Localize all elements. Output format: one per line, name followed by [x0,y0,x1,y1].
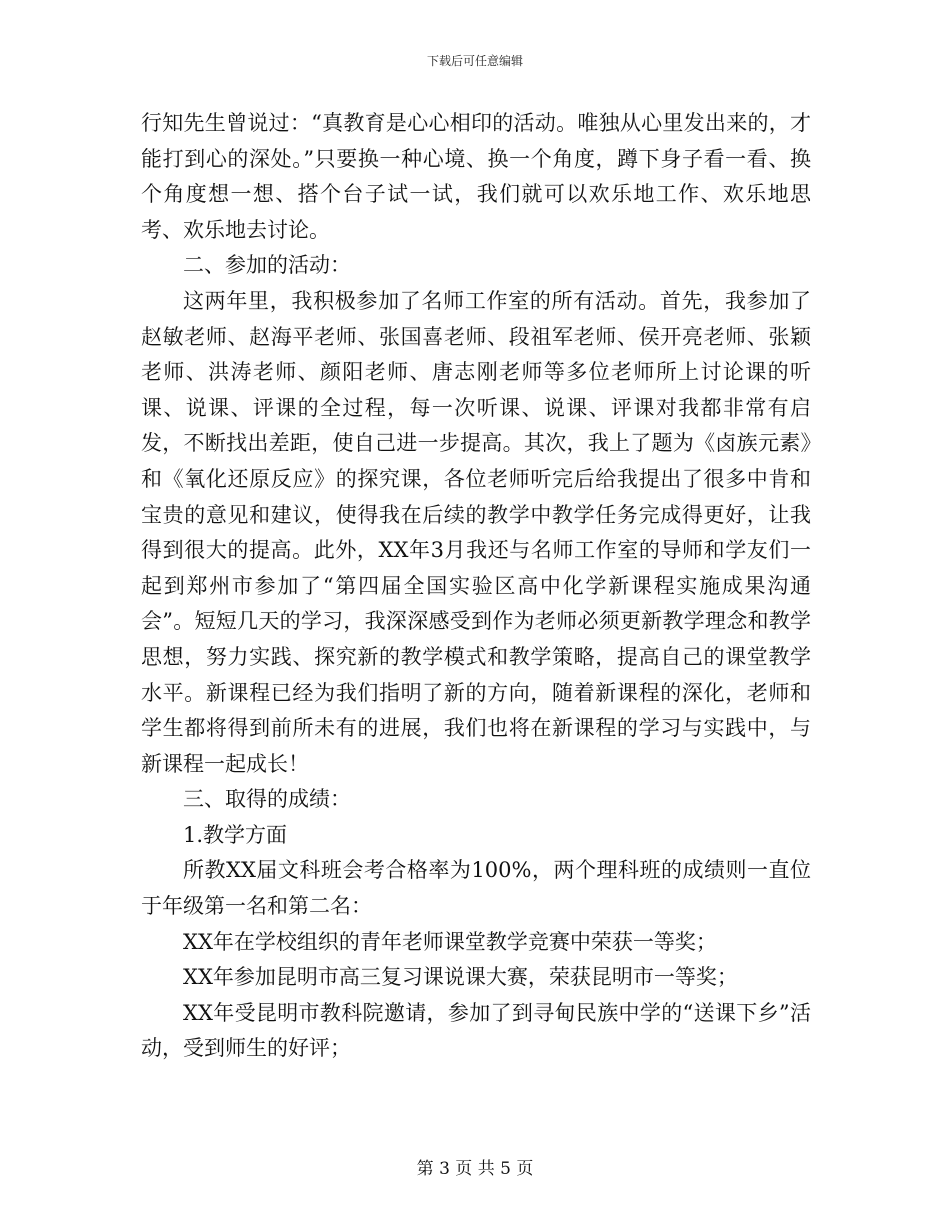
section-heading-activities: 二、参加的活动： [183,253,351,278]
paragraph-award-city: XX年参加昆明市高三复习课说课大赛，荣获昆明市一等奖； [183,965,738,990]
section-heading-achievements: 三、取得的成绩： [183,787,351,812]
paragraph-award-school: XX年在学校组织的青年老师课堂教学竞赛中荣获一等奖； [183,929,717,954]
paragraph-quote: 行知先生曾说过：“真教育是心心相印的活动。唯独从心里发出来的，才能打到心的深处。”只要换一种心境、换一个角度，蹲下身子看一看、换个角度想一想、搭个台子试一试，我们就可以欢乐地工作、欢乐地思考、欢乐地去讨论。 [141,111,811,242]
document-body [141,106,811,1067]
subheading-teaching: 1.教学方面 [183,822,288,847]
page-footer: 第 3 页 共 5 页 [416,1159,534,1179]
paragraph-exam-results: 所教XX届文科班会考合格率为100%，两个理科班的成绩则一直位于年级第一名和第二名： [141,858,811,919]
paragraph-outreach: XX年受昆明市教科院邀请，参加了到寻甸民族中学的“送课下乡”活动，受到师生的好评； [141,1000,811,1061]
paragraph-activities: 这两年里，我积极参加了名师工作室的所有活动。首先，我参加了赵敏老师、赵海平老师、张国喜老师、段祖军老师、侯开亮老师、张颖老师、洪涛老师、颜阳老师、唐志刚老师等多位老师所上讨论课的听课、说课、评课的全过程，每一次听课、说课、评课对我都非常有启发，不断找出差距，使自己进一步提高。其次，我上了题为《卤族元素》和《氧化还原反应》的探究课，各位老师听完后给我提出了很多中肯和宝贵的意见和建议，使得我在后续的教学中教学任务完成得更好，让我得到很大的提高。此外，XX年3月我还与名师工作室的导师和学友们一起到郑州市参加了“第四届全国实验区高中化学新课程实施成果沟通会”。短短几天的学习，我深深感受到作为老师必须更新教学理念和教学思想，努力实践、探究新的教学模式和教学策略，提高自己的课堂教学水平。新课程已经为我们指明了新的方向，随着新课程的深化，老师和学生都将得到前所未有的进展，我们也将在新课程的学习与实践中，与新课程一起成长！ [141,288,811,776]
page-header: 下载后可任意编辑 [426,54,523,68]
